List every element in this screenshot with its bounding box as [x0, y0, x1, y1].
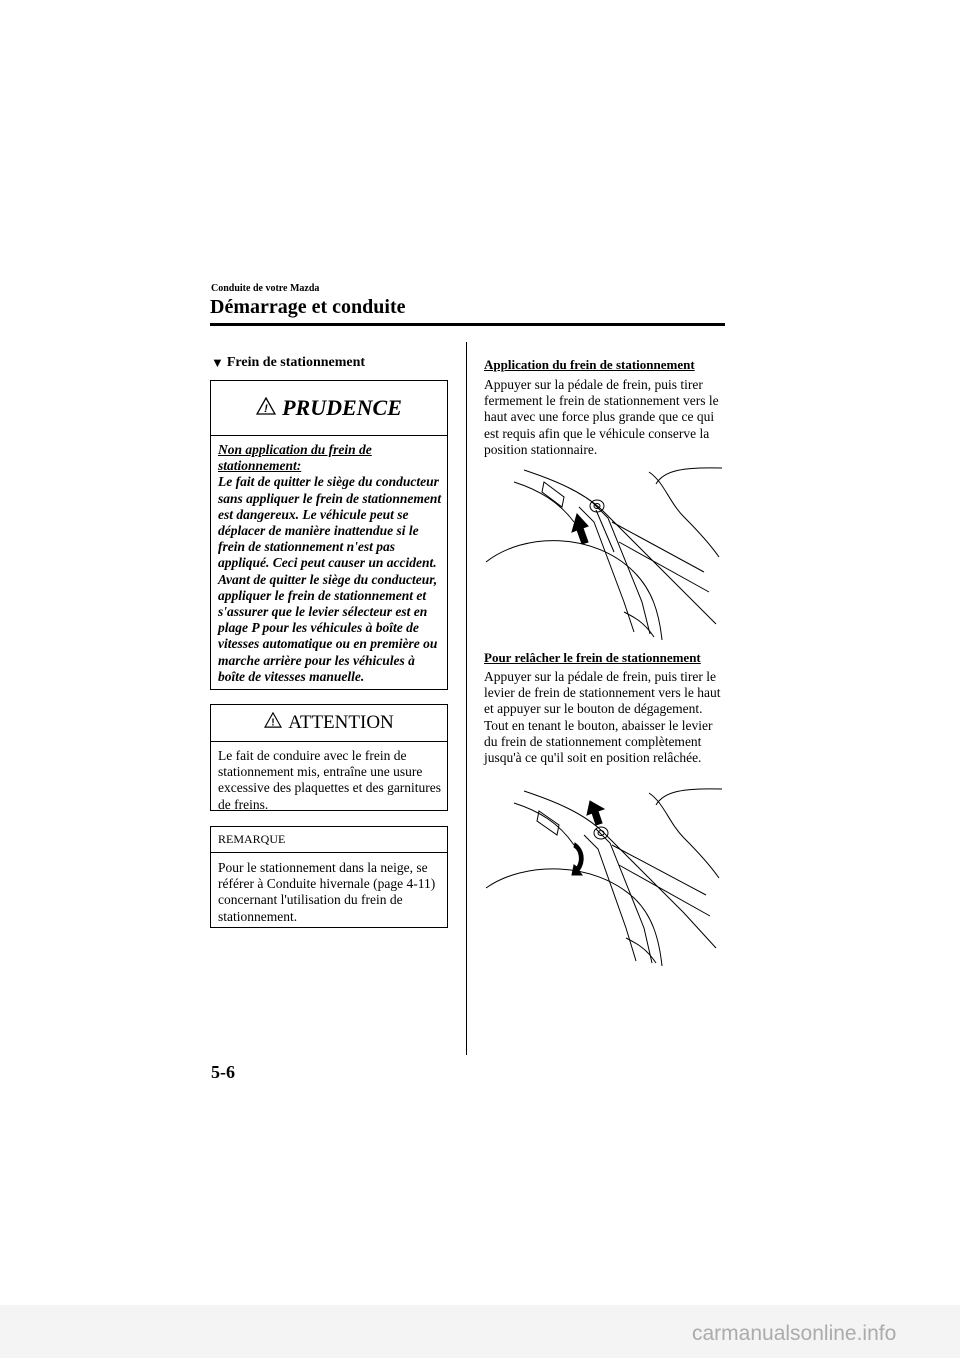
prudence-heading: PRUDENCE — [282, 395, 402, 420]
subsection-heading — [211, 355, 365, 371]
remarque-box — [210, 826, 448, 928]
warning-icon — [256, 395, 276, 421]
apply-heading: Application du frein de stationnement — [484, 357, 695, 372]
prudence-box — [210, 380, 448, 690]
column-divider — [466, 342, 467, 1055]
release-text: Appuyer sur la pédale de frein, puis tirer le levier de frein de stationnement vers le haut et appuyer sur le bouton de dégagement. Tout en tenant le bouton, abaisser le levier du frein de stationnement complètement jusqu'à ce qu'il soit en position relâchée. — [484, 669, 721, 766]
triangle-down-icon: ▼ — [211, 355, 224, 370]
prudence-header — [211, 381, 447, 436]
watermark: carmanualsonline.info — [692, 1322, 897, 1345]
page-title: Démarrage et conduite — [210, 296, 406, 318]
attention-heading: ATTENTION — [288, 712, 394, 733]
svg-text:!: ! — [271, 717, 275, 728]
title-rule — [210, 323, 725, 326]
remarque-heading: REMARQUE — [211, 827, 447, 853]
attention-text: Le fait de conduire avec le frein de stationnement mis, entraîne une usure excessive des plaquettes et des garnitures de freins. — [218, 748, 442, 812]
prudence-subtitle: Non application du frein de stationnement: — [218, 442, 372, 474]
prudence-text: Le fait de quitter le siège du conducteur sans appliquer le frein de stationnement est dangereux. Le véhicule peut se déplacer de manière inattendue si le frein de stationnement n'est pas appliqué. Ceci peut causer un accident. Avant de quitter le siège du conducteur, appliquer le frein de stationnement et s'assurer que le levier sélecteur est en plage P pour les véhicules à boîte de vitesses automatique ou en première ou marche arrière pour les véhicules à boîte de vitesses manuelle. — [218, 474, 442, 684]
prudence-body — [211, 436, 447, 685]
apply-text: Appuyer sur la pédale de frein, puis tirer fermement le frein de stationnement vers le haut avec une force plus grande que ce qui est requis afin que le véhicule conserve la position stationnaire. — [484, 377, 719, 457]
attention-header — [211, 705, 447, 742]
parking-brake-release-illustration — [484, 783, 724, 968]
page-number: 5-6 — [211, 1062, 235, 1082]
attention-box — [210, 704, 448, 811]
subsection-title: Frein de stationnement — [226, 355, 366, 370]
release-heading: Pour relâcher le frein de stationnement — [484, 650, 701, 665]
remarque-text: Pour le stationnement dans la neige, se référer à Conduite hivernale (page 4-11) concernant l'utilisation du frein de stationnement. — [218, 860, 436, 924]
section-label: Conduite de votre Mazda — [211, 283, 320, 294]
parking-brake-apply-illustration — [484, 462, 724, 642]
svg-text:!: ! — [264, 403, 268, 415]
warning-icon — [264, 712, 282, 734]
